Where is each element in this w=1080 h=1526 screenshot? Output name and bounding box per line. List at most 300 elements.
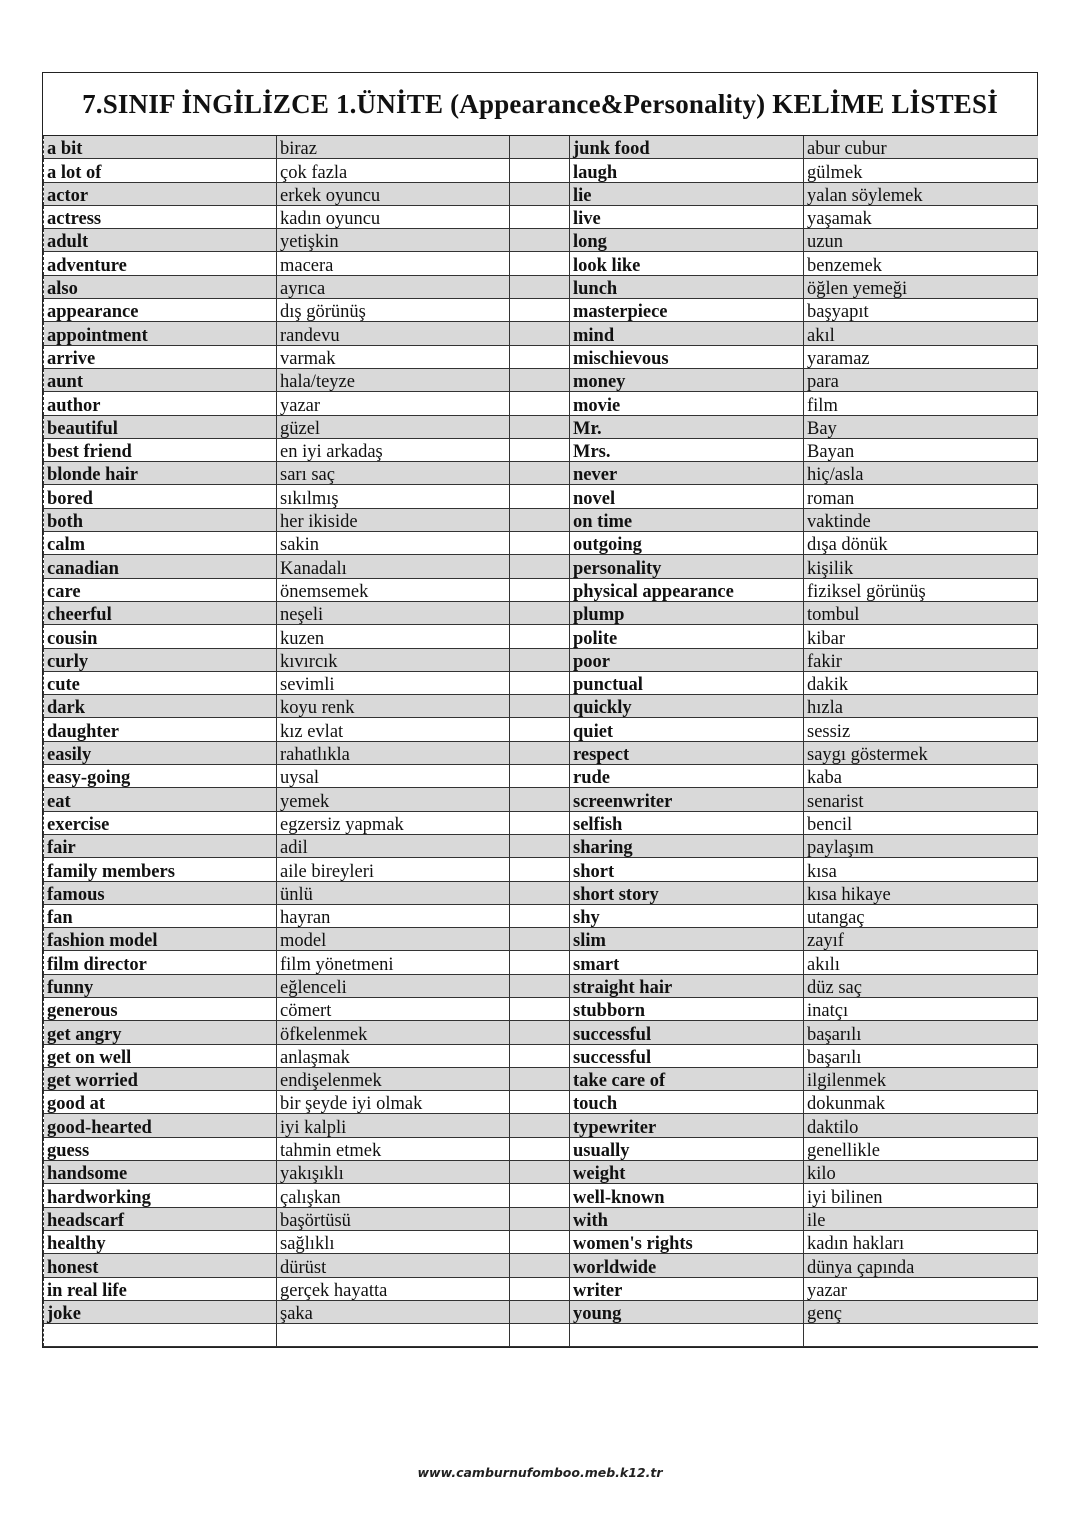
english-word: sharing xyxy=(570,834,804,857)
turkish-meaning: kız evlat xyxy=(277,718,510,741)
turkish-meaning: kuzen xyxy=(277,625,510,648)
english-word: novel xyxy=(570,485,804,508)
turkish-meaning: fakir xyxy=(804,648,1038,671)
english-word: bored xyxy=(44,485,277,508)
table-row xyxy=(44,834,1038,857)
turkish-meaning: dış görünüş xyxy=(277,299,510,322)
turkish-meaning: yakışıklı xyxy=(277,1161,510,1184)
table-row xyxy=(44,462,1038,485)
table-row xyxy=(44,322,1038,345)
turkish-meaning: yaramaz xyxy=(804,345,1038,368)
english-word: well-known xyxy=(570,1184,804,1207)
turkish-meaning: kadın oyuncu xyxy=(277,205,510,228)
turkish-meaning: düz saç xyxy=(804,974,1038,997)
english-word: also xyxy=(44,275,277,298)
spacer-cell xyxy=(510,462,570,485)
english-word: quiet xyxy=(570,718,804,741)
table-row xyxy=(44,904,1038,927)
table-row xyxy=(44,299,1038,322)
english-word: selfish xyxy=(570,811,804,834)
english-word: usually xyxy=(570,1137,804,1160)
english-word: outgoing xyxy=(570,532,804,555)
spacer-cell xyxy=(510,182,570,205)
english-word: fair xyxy=(44,834,277,857)
turkish-meaning: yazar xyxy=(804,1277,1038,1300)
table-row xyxy=(44,1137,1038,1160)
english-word: straight hair xyxy=(570,974,804,997)
english-word: a lot of xyxy=(44,159,277,182)
spacer-cell xyxy=(510,1207,570,1230)
turkish-meaning: sarı saç xyxy=(277,462,510,485)
english-word: laugh xyxy=(570,159,804,182)
spacer-cell xyxy=(510,1254,570,1277)
english-word: respect xyxy=(570,741,804,764)
turkish-meaning: vaktinde xyxy=(804,508,1038,531)
turkish-meaning: macera xyxy=(277,252,510,275)
english-word: hardworking xyxy=(44,1184,277,1207)
english-word: dark xyxy=(44,695,277,718)
spacer-cell xyxy=(510,205,570,228)
english-word: daughter xyxy=(44,718,277,741)
turkish-meaning: fiziksel görünüş xyxy=(804,578,1038,601)
english-word: stubborn xyxy=(570,997,804,1020)
spacer-cell xyxy=(510,555,570,578)
english-word: screenwriter xyxy=(570,788,804,811)
english-word: fashion model xyxy=(44,928,277,951)
spacer-cell xyxy=(510,345,570,368)
turkish-meaning: sıkılmış xyxy=(277,485,510,508)
english-word: a bit xyxy=(44,136,277,159)
table-row xyxy=(44,671,1038,694)
turkish-meaning: dünya çapında xyxy=(804,1254,1038,1277)
english-word: adventure xyxy=(44,252,277,275)
english-word: easy-going xyxy=(44,765,277,788)
english-word: adult xyxy=(44,229,277,252)
table-row xyxy=(44,1091,1038,1114)
spacer-cell xyxy=(510,322,570,345)
english-word: canadian xyxy=(44,555,277,578)
turkish-meaning: sakin xyxy=(277,532,510,555)
table-row xyxy=(44,951,1038,974)
english-word: author xyxy=(44,392,277,415)
english-word: Mr. xyxy=(570,415,804,438)
english-word: short xyxy=(570,858,804,881)
table-row xyxy=(44,1114,1038,1137)
table-row xyxy=(44,252,1038,275)
table-row xyxy=(44,485,1038,508)
spacer-cell xyxy=(510,415,570,438)
english-word: rude xyxy=(570,765,804,788)
english-word: smart xyxy=(570,951,804,974)
spacer-cell xyxy=(510,811,570,834)
title-box xyxy=(43,73,1037,136)
english-word: exercise xyxy=(44,811,277,834)
vocabulary-table xyxy=(43,136,1038,1347)
turkish-meaning: paylaşım xyxy=(804,834,1038,857)
english-word: best friend xyxy=(44,438,277,461)
turkish-meaning: tahmin etmek xyxy=(277,1137,510,1160)
table-row xyxy=(44,578,1038,601)
english-word: get angry xyxy=(44,1021,277,1044)
english-word: cousin xyxy=(44,625,277,648)
table-row xyxy=(44,1044,1038,1067)
turkish-meaning: erkek oyuncu xyxy=(277,182,510,205)
table-row xyxy=(44,788,1038,811)
empty-cell xyxy=(510,1324,570,1347)
turkish-meaning: genellikle xyxy=(804,1137,1038,1160)
turkish-meaning: senarist xyxy=(804,788,1038,811)
spacer-cell xyxy=(510,1067,570,1090)
english-word: punctual xyxy=(570,671,804,694)
table-row xyxy=(44,858,1038,881)
footer-url: www.camburnufomboo.meb.k12.tr xyxy=(417,1465,663,1480)
table-row xyxy=(44,159,1038,182)
table-row xyxy=(44,625,1038,648)
english-word: typewriter xyxy=(570,1114,804,1137)
table-row xyxy=(44,1277,1038,1300)
table-row xyxy=(44,275,1038,298)
turkish-meaning: kadın hakları xyxy=(804,1230,1038,1253)
turkish-meaning: eğlenceli xyxy=(277,974,510,997)
english-word: beautiful xyxy=(44,415,277,438)
english-word: good-hearted xyxy=(44,1114,277,1137)
turkish-meaning: varmak xyxy=(277,345,510,368)
turkish-meaning: uzun xyxy=(804,229,1038,252)
table-row xyxy=(44,508,1038,531)
turkish-meaning: anlaşmak xyxy=(277,1044,510,1067)
turkish-meaning: dışa dönük xyxy=(804,532,1038,555)
turkish-meaning: sessiz xyxy=(804,718,1038,741)
english-word: good at xyxy=(44,1091,277,1114)
spacer-cell xyxy=(510,1161,570,1184)
turkish-meaning: zayıf xyxy=(804,928,1038,951)
turkish-meaning: hızla xyxy=(804,695,1038,718)
english-word: both xyxy=(44,508,277,531)
table-row xyxy=(44,205,1038,228)
turkish-meaning: benzemek xyxy=(804,252,1038,275)
turkish-meaning: kişilik xyxy=(804,555,1038,578)
turkish-meaning: güzel xyxy=(277,415,510,438)
spacer-cell xyxy=(510,951,570,974)
english-word: junk food xyxy=(570,136,804,159)
turkish-meaning: utangaç xyxy=(804,904,1038,927)
english-word: polite xyxy=(570,625,804,648)
spacer-cell xyxy=(510,928,570,951)
turkish-meaning: neşeli xyxy=(277,601,510,624)
table-row xyxy=(44,1230,1038,1253)
turkish-meaning: aile bireyleri xyxy=(277,858,510,881)
english-word: movie xyxy=(570,392,804,415)
turkish-meaning: abur cubur xyxy=(804,136,1038,159)
turkish-meaning: sevimli xyxy=(277,671,510,694)
turkish-meaning: başyapıt xyxy=(804,299,1038,322)
english-word: weight xyxy=(570,1161,804,1184)
turkish-meaning: cömert xyxy=(277,997,510,1020)
spacer-cell xyxy=(510,625,570,648)
english-word: get worried xyxy=(44,1067,277,1090)
table-row xyxy=(44,928,1038,951)
turkish-meaning: önemsemek xyxy=(277,578,510,601)
english-word: take care of xyxy=(570,1067,804,1090)
english-word: in real life xyxy=(44,1277,277,1300)
spacer-cell xyxy=(510,1044,570,1067)
english-word: successful xyxy=(570,1021,804,1044)
turkish-meaning: en iyi arkadaş xyxy=(277,438,510,461)
english-word: lunch xyxy=(570,275,804,298)
table-row xyxy=(44,182,1038,205)
english-word: money xyxy=(570,368,804,391)
table-row xyxy=(44,881,1038,904)
turkish-meaning: roman xyxy=(804,485,1038,508)
spacer-cell xyxy=(510,1277,570,1300)
table-row xyxy=(44,974,1038,997)
english-word: with xyxy=(570,1207,804,1230)
spacer-cell xyxy=(510,578,570,601)
spacer-cell xyxy=(510,1137,570,1160)
spacer-cell xyxy=(510,1114,570,1137)
turkish-meaning: model xyxy=(277,928,510,951)
spacer-cell xyxy=(510,858,570,881)
turkish-meaning: gerçek hayatta xyxy=(277,1277,510,1300)
english-word: never xyxy=(570,462,804,485)
english-word: actor xyxy=(44,182,277,205)
english-word: arrive xyxy=(44,345,277,368)
english-word: film director xyxy=(44,951,277,974)
table-row xyxy=(44,555,1038,578)
turkish-meaning: yetişkin xyxy=(277,229,510,252)
english-word: blonde hair xyxy=(44,462,277,485)
english-word: honest xyxy=(44,1254,277,1277)
turkish-meaning: endişelenmek xyxy=(277,1067,510,1090)
turkish-meaning: çalışkan xyxy=(277,1184,510,1207)
turkish-meaning: kısa xyxy=(804,858,1038,881)
english-word: look like xyxy=(570,252,804,275)
table-row xyxy=(44,1021,1038,1044)
turkish-meaning: her ikiside xyxy=(277,508,510,531)
turkish-meaning: iyi bilinen xyxy=(804,1184,1038,1207)
english-word: fan xyxy=(44,904,277,927)
turkish-meaning: ayrıca xyxy=(277,275,510,298)
english-word: long xyxy=(570,229,804,252)
table-row xyxy=(44,1207,1038,1230)
turkish-meaning: öğlen yemeği xyxy=(804,275,1038,298)
turkish-meaning: hiç/asla xyxy=(804,462,1038,485)
table-row xyxy=(44,997,1038,1020)
spacer-cell xyxy=(510,765,570,788)
spacer-cell xyxy=(510,252,570,275)
spacer-cell xyxy=(510,904,570,927)
spacer-cell xyxy=(510,601,570,624)
turkish-meaning: hala/teyze xyxy=(277,368,510,391)
english-word: curly xyxy=(44,648,277,671)
english-word: lie xyxy=(570,182,804,205)
spacer-cell xyxy=(510,834,570,857)
english-word: family members xyxy=(44,858,277,881)
turkish-meaning: kaba xyxy=(804,765,1038,788)
spacer-cell xyxy=(510,1091,570,1114)
table-row xyxy=(44,695,1038,718)
table-row xyxy=(44,648,1038,671)
turkish-meaning: yemek xyxy=(277,788,510,811)
turkish-meaning: başörtüsü xyxy=(277,1207,510,1230)
turkish-meaning: Bay xyxy=(804,415,1038,438)
spacer-cell xyxy=(510,741,570,764)
turkish-meaning: gülmek xyxy=(804,159,1038,182)
spacer-cell xyxy=(510,508,570,531)
english-word: get on well xyxy=(44,1044,277,1067)
spacer-cell xyxy=(510,438,570,461)
english-word: young xyxy=(570,1300,804,1323)
turkish-meaning: başarılı xyxy=(804,1021,1038,1044)
table-row xyxy=(44,1254,1038,1277)
turkish-meaning: tombul xyxy=(804,601,1038,624)
english-word: care xyxy=(44,578,277,601)
empty-cell xyxy=(44,1324,277,1347)
english-word: live xyxy=(570,205,804,228)
spacer-cell xyxy=(510,718,570,741)
spacer-cell xyxy=(510,1021,570,1044)
spacer-cell xyxy=(510,229,570,252)
english-word: easily xyxy=(44,741,277,764)
table-row xyxy=(44,601,1038,624)
turkish-meaning: rahatlıkla xyxy=(277,741,510,764)
table-row xyxy=(44,229,1038,252)
english-word: appearance xyxy=(44,299,277,322)
english-word: aunt xyxy=(44,368,277,391)
spacer-cell xyxy=(510,974,570,997)
spacer-cell xyxy=(510,997,570,1020)
turkish-meaning: iyi kalpli xyxy=(277,1114,510,1137)
spacer-cell xyxy=(510,532,570,555)
turkish-meaning: biraz xyxy=(277,136,510,159)
turkish-meaning: daktilo xyxy=(804,1114,1038,1137)
turkish-meaning: bencil xyxy=(804,811,1038,834)
table-row xyxy=(44,1184,1038,1207)
turkish-meaning: Bayan xyxy=(804,438,1038,461)
table-row xyxy=(44,136,1038,159)
english-word: plump xyxy=(570,601,804,624)
table-row xyxy=(44,1300,1038,1323)
english-word: famous xyxy=(44,881,277,904)
spacer-cell xyxy=(510,159,570,182)
english-word: worldwide xyxy=(570,1254,804,1277)
turkish-meaning: inatçı xyxy=(804,997,1038,1020)
turkish-meaning: öfkelenmek xyxy=(277,1021,510,1044)
turkish-meaning: para xyxy=(804,368,1038,391)
turkish-meaning: kilo xyxy=(804,1161,1038,1184)
turkish-meaning: yalan söylemek xyxy=(804,182,1038,205)
empty-cell xyxy=(277,1324,510,1347)
spacer-cell xyxy=(510,1230,570,1253)
english-word: poor xyxy=(570,648,804,671)
english-word: appointment xyxy=(44,322,277,345)
english-word: actress xyxy=(44,205,277,228)
spacer-cell xyxy=(510,299,570,322)
turkish-meaning: ilgilenmek xyxy=(804,1067,1038,1090)
turkish-meaning: kıvırcık xyxy=(277,648,510,671)
table-row xyxy=(44,1161,1038,1184)
spacer-cell xyxy=(510,1300,570,1323)
english-word: headscarf xyxy=(44,1207,277,1230)
empty-cell xyxy=(570,1324,804,1347)
turkish-meaning: saygı göstermek xyxy=(804,741,1038,764)
turkish-meaning: uysal xyxy=(277,765,510,788)
turkish-meaning: çok fazla xyxy=(277,159,510,182)
english-word: generous xyxy=(44,997,277,1020)
table-row xyxy=(44,368,1038,391)
vocabulary-sheet xyxy=(42,72,1038,1348)
english-word: funny xyxy=(44,974,277,997)
english-word: masterpiece xyxy=(570,299,804,322)
turkish-meaning: dürüst xyxy=(277,1254,510,1277)
english-word: slim xyxy=(570,928,804,951)
english-word: on time xyxy=(570,508,804,531)
turkish-meaning: genç xyxy=(804,1300,1038,1323)
turkish-meaning: yazar xyxy=(277,392,510,415)
turkish-meaning: ünlü xyxy=(277,881,510,904)
empty-cell xyxy=(804,1324,1038,1347)
table-row xyxy=(44,811,1038,834)
english-word: calm xyxy=(44,532,277,555)
spacer-cell xyxy=(510,368,570,391)
empty-row xyxy=(44,1324,1038,1347)
english-word: touch xyxy=(570,1091,804,1114)
english-word: shy xyxy=(570,904,804,927)
table-row xyxy=(44,1067,1038,1090)
spacer-cell xyxy=(510,788,570,811)
table-row xyxy=(44,765,1038,788)
spacer-cell xyxy=(510,136,570,159)
english-word: physical appearance xyxy=(570,578,804,601)
english-word: mischievous xyxy=(570,345,804,368)
english-word: eat xyxy=(44,788,277,811)
table-row xyxy=(44,718,1038,741)
table-row xyxy=(44,345,1038,368)
english-word: mind xyxy=(570,322,804,345)
table-row xyxy=(44,532,1038,555)
spacer-cell xyxy=(510,392,570,415)
turkish-meaning: dakik xyxy=(804,671,1038,694)
english-word: writer xyxy=(570,1277,804,1300)
turkish-meaning: ile xyxy=(804,1207,1038,1230)
english-word: cheerful xyxy=(44,601,277,624)
turkish-meaning: film xyxy=(804,392,1038,415)
english-word: healthy xyxy=(44,1230,277,1253)
turkish-meaning: film yönetmeni xyxy=(277,951,510,974)
spacer-cell xyxy=(510,648,570,671)
table-row xyxy=(44,392,1038,415)
english-word: personality xyxy=(570,555,804,578)
turkish-meaning: randevu xyxy=(277,322,510,345)
turkish-meaning: dokunmak xyxy=(804,1091,1038,1114)
english-word: women's rights xyxy=(570,1230,804,1253)
english-word: guess xyxy=(44,1137,277,1160)
turkish-meaning: akıl xyxy=(804,322,1038,345)
spacer-cell xyxy=(510,1184,570,1207)
spacer-cell xyxy=(510,881,570,904)
english-word: cute xyxy=(44,671,277,694)
turkish-meaning: egzersiz yapmak xyxy=(277,811,510,834)
table-row xyxy=(44,415,1038,438)
turkish-meaning: Kanadalı xyxy=(277,555,510,578)
spacer-cell xyxy=(510,485,570,508)
english-word: quickly xyxy=(570,695,804,718)
english-word: Mrs. xyxy=(570,438,804,461)
turkish-meaning: adil xyxy=(277,834,510,857)
table-row xyxy=(44,741,1038,764)
english-word: short story xyxy=(570,881,804,904)
turkish-meaning: sağlıklı xyxy=(277,1230,510,1253)
